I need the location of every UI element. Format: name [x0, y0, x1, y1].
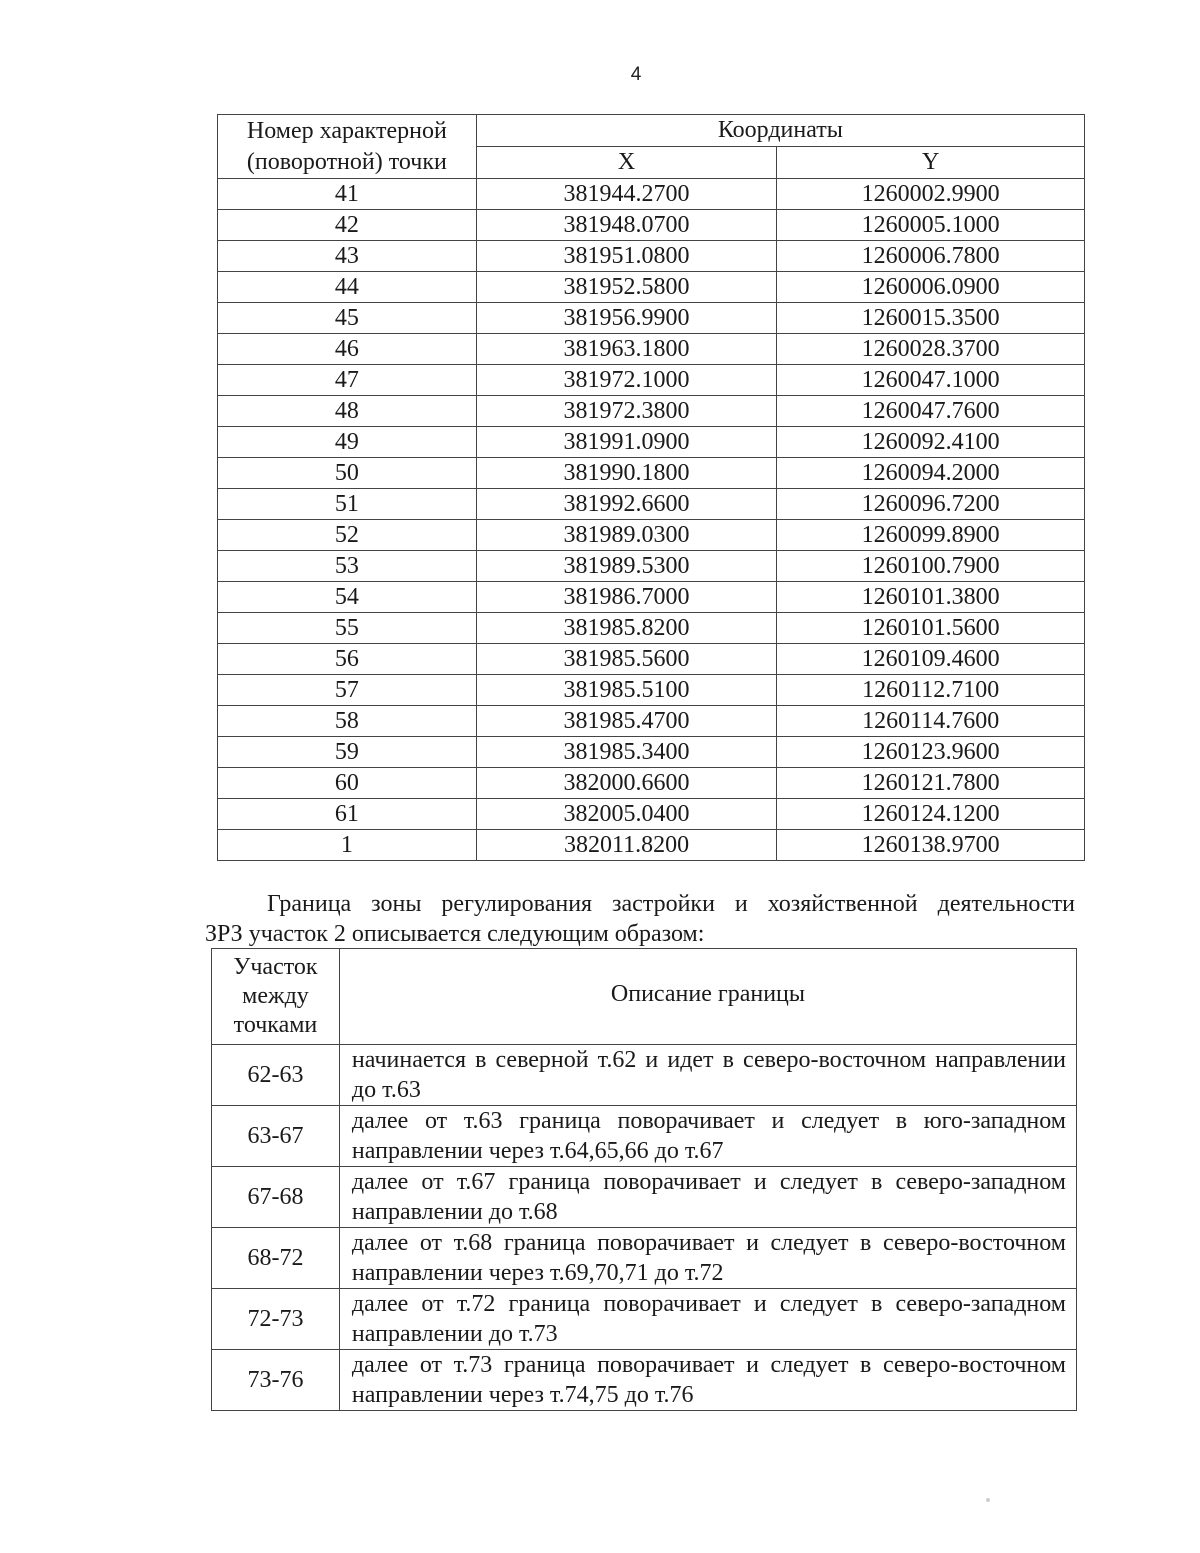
table-row — [212, 1228, 1077, 1289]
boundary-description-table — [211, 948, 1077, 1411]
y-coordinate-cell: 1260112.7100 — [777, 675, 1085, 706]
header-description: Описание границы — [339, 949, 1076, 1045]
header-coordinates: Координаты — [476, 115, 1084, 147]
y-coordinate-cell: 1260005.1000 — [777, 210, 1085, 241]
x-coordinate-cell: 381985.5600 — [476, 644, 777, 675]
point-number-cell: 51 — [218, 489, 477, 520]
table-row — [218, 830, 1085, 861]
y-coordinate-cell: 1260047.1000 — [777, 365, 1085, 396]
description-cell: далее от т.72 граница поворачивает и следует в северо-западном направлении до т.73 — [339, 1289, 1076, 1350]
y-coordinate-cell: 1260101.3800 — [777, 582, 1085, 613]
x-coordinate-cell: 382011.8200 — [476, 830, 777, 861]
point-number-cell: 55 — [218, 613, 477, 644]
table-row — [218, 334, 1085, 365]
table-row — [218, 520, 1085, 551]
table-row — [212, 1167, 1077, 1228]
point-number-cell: 58 — [218, 706, 477, 737]
table-row — [218, 737, 1085, 768]
table-row — [212, 1045, 1077, 1106]
table-row — [218, 458, 1085, 489]
header-point-number: Номер характерной (поворотной) точки — [218, 115, 477, 179]
segment-cell: 62-63 — [212, 1045, 340, 1106]
paragraph-line-1: Граница зоны регулирования застройки и хозяйственной деятельности — [267, 891, 1075, 917]
segment-cell: 73-76 — [212, 1350, 340, 1411]
x-coordinate-cell: 381956.9900 — [476, 303, 777, 334]
x-coordinate-cell: 381951.0800 — [476, 241, 777, 272]
table-row — [218, 768, 1085, 799]
y-coordinate-cell: 1260094.2000 — [777, 458, 1085, 489]
y-coordinate-cell: 1260015.3500 — [777, 303, 1085, 334]
table-row — [212, 1289, 1077, 1350]
y-coordinate-cell: 1260100.7900 — [777, 551, 1085, 582]
x-coordinate-cell: 381944.2700 — [476, 179, 777, 210]
point-number-cell: 50 — [218, 458, 477, 489]
point-number-cell: 54 — [218, 582, 477, 613]
point-number-cell: 59 — [218, 737, 477, 768]
x-coordinate-cell: 381972.3800 — [476, 396, 777, 427]
x-coordinate-cell: 381990.1800 — [476, 458, 777, 489]
point-number-cell: 48 — [218, 396, 477, 427]
x-coordinate-cell: 381948.0700 — [476, 210, 777, 241]
table-row — [218, 706, 1085, 737]
table-row — [218, 644, 1085, 675]
table-row — [218, 551, 1085, 582]
header-x: X — [476, 147, 777, 179]
segment-cell: 63-67 — [212, 1106, 340, 1167]
y-coordinate-cell: 1260006.7800 — [777, 241, 1085, 272]
table-row — [218, 396, 1085, 427]
y-coordinate-cell: 1260047.7600 — [777, 396, 1085, 427]
y-coordinate-cell: 1260138.9700 — [777, 830, 1085, 861]
y-coordinate-cell: 1260101.5600 — [777, 613, 1085, 644]
table-row — [218, 675, 1085, 706]
y-coordinate-cell: 1260028.3700 — [777, 334, 1085, 365]
point-number-cell: 56 — [218, 644, 477, 675]
x-coordinate-cell: 381991.0900 — [476, 427, 777, 458]
table-row — [218, 241, 1085, 272]
point-number-cell: 57 — [218, 675, 477, 706]
paragraph-line-2: ЗРЗ участок 2 описывается следующим образом: — [205, 921, 705, 947]
segment-cell: 67-68 — [212, 1167, 340, 1228]
y-coordinate-cell: 1260123.9600 — [777, 737, 1085, 768]
point-number-cell: 44 — [218, 272, 477, 303]
y-coordinate-cell: 1260124.1200 — [777, 799, 1085, 830]
zone-boundary-paragraph — [205, 889, 1075, 949]
table-row — [218, 365, 1085, 396]
description-cell: далее от т.73 граница поворачивает и следует в северо-восточном направлении через т.74,75 до т.76 — [339, 1350, 1076, 1411]
table-row — [218, 427, 1085, 458]
table-row — [218, 272, 1085, 303]
table-row — [218, 489, 1085, 520]
x-coordinate-cell: 381985.4700 — [476, 706, 777, 737]
x-coordinate-cell: 381989.5300 — [476, 551, 777, 582]
point-number-cell: 45 — [218, 303, 477, 334]
header-y: Y — [777, 147, 1085, 179]
x-coordinate-cell: 381986.7000 — [476, 582, 777, 613]
boundary-table-body — [212, 1045, 1077, 1411]
table-row — [218, 210, 1085, 241]
scan-artifact — [986, 1498, 990, 1502]
point-number-cell: 46 — [218, 334, 477, 365]
x-coordinate-cell: 382000.6600 — [476, 768, 777, 799]
y-coordinate-cell: 1260099.8900 — [777, 520, 1085, 551]
y-coordinate-cell: 1260109.4600 — [777, 644, 1085, 675]
segment-cell: 68-72 — [212, 1228, 340, 1289]
table-row — [218, 613, 1085, 644]
y-coordinate-cell: 1260002.9900 — [777, 179, 1085, 210]
y-coordinate-cell: 1260121.7800 — [777, 768, 1085, 799]
table-row — [212, 1350, 1077, 1411]
description-cell: начинается в северной т.62 и идет в северо-восточном направлении до т.63 — [339, 1045, 1076, 1106]
point-number-cell: 61 — [218, 799, 477, 830]
y-coordinate-cell: 1260092.4100 — [777, 427, 1085, 458]
segment-cell: 72-73 — [212, 1289, 340, 1350]
point-number-cell: 1 — [218, 830, 477, 861]
description-cell: далее от т.68 граница поворачивает и следует в северо-восточном направлении через т.69,70,71 до т.72 — [339, 1228, 1076, 1289]
point-number-cell: 49 — [218, 427, 477, 458]
y-coordinate-cell: 1260006.0900 — [777, 272, 1085, 303]
point-number-cell: 47 — [218, 365, 477, 396]
table-row — [212, 1106, 1077, 1167]
table-row — [218, 303, 1085, 334]
x-coordinate-cell: 381985.3400 — [476, 737, 777, 768]
point-number-cell: 42 — [218, 210, 477, 241]
point-number-cell: 43 — [218, 241, 477, 272]
x-coordinate-cell: 381972.1000 — [476, 365, 777, 396]
table-row — [218, 799, 1085, 830]
page-number: 4 — [630, 64, 642, 85]
point-number-cell: 52 — [218, 520, 477, 551]
description-cell: далее от т.63 граница поворачивает и следует в юго-западном направлении через т.64,65,66 до т.67 — [339, 1106, 1076, 1167]
point-number-cell: 53 — [218, 551, 477, 582]
description-cell: далее от т.67 граница поворачивает и следует в северо-западном направлении до т.68 — [339, 1167, 1076, 1228]
header-segment: Участок между точками — [212, 949, 340, 1045]
x-coordinate-cell: 381985.5100 — [476, 675, 777, 706]
table-row — [218, 582, 1085, 613]
table-row — [218, 179, 1085, 210]
coordinates-table — [217, 114, 1085, 861]
x-coordinate-cell: 381963.1800 — [476, 334, 777, 365]
point-number-cell: 60 — [218, 768, 477, 799]
coordinates-table-body — [218, 179, 1085, 861]
y-coordinate-cell: 1260096.7200 — [777, 489, 1085, 520]
x-coordinate-cell: 381985.8200 — [476, 613, 777, 644]
x-coordinate-cell: 381952.5800 — [476, 272, 777, 303]
x-coordinate-cell: 382005.0400 — [476, 799, 777, 830]
point-number-cell: 41 — [218, 179, 477, 210]
x-coordinate-cell: 381989.0300 — [476, 520, 777, 551]
x-coordinate-cell: 381992.6600 — [476, 489, 777, 520]
y-coordinate-cell: 1260114.7600 — [777, 706, 1085, 737]
